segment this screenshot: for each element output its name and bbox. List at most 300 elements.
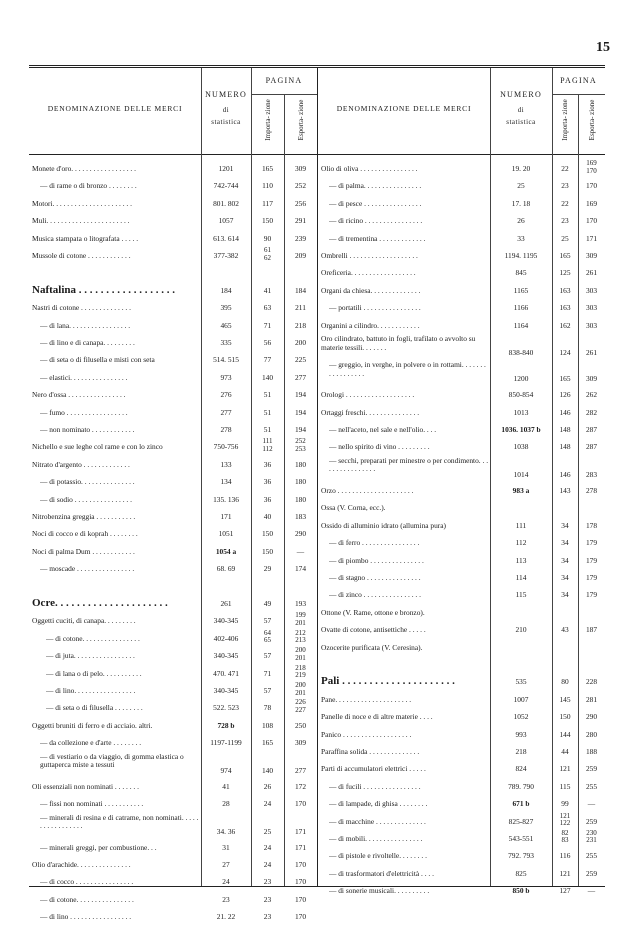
stat-value: 789. 790 [508, 781, 534, 791]
merce-name: Ossa (V. Corna, ecc.). [321, 503, 386, 513]
stat-value: 27 [222, 860, 230, 869]
importazione-page: 150 [261, 546, 274, 556]
right-column [318, 68, 605, 896]
stat-value: 993 [515, 729, 527, 739]
merce-name: — di lino e di canapa. . . . . . . . . [40, 338, 135, 347]
importazione-page: 23 [561, 181, 569, 191]
importazione-page: 22 [561, 164, 569, 173]
stat-value: 114 [515, 572, 527, 582]
merce-name: — di sonerie musicali. . . . . . . . . . [329, 886, 430, 896]
header-di-right: di [517, 106, 525, 114]
merce-name: Olio d'arachide. . . . . . . . . . . . . . . [32, 860, 131, 869]
importazione-page: 165 [559, 374, 571, 384]
merce-name: Orzo . . . . . . . . . . . . . . . . . . . . . [321, 485, 414, 495]
left-column [29, 68, 317, 922]
importazione-page: 140 [261, 765, 274, 775]
stat-value: 1036. 1037 b [501, 425, 541, 434]
importazione-page: 150 [559, 712, 571, 722]
header-statistica-right: statistica [506, 118, 536, 126]
importazione-page: 40 [263, 512, 272, 521]
stat-value: 26 [517, 216, 525, 226]
stat-value: 465 [220, 320, 232, 330]
table-row [318, 456, 605, 482]
merce-name: — greggio, in verghe, in polvere o in rottami. . . . . . . . . . . . . . . . . [329, 361, 486, 378]
merce-name: — di macchine . . . . . . . . . . . . . . [329, 816, 426, 826]
table-row [318, 639, 605, 656]
table-row [29, 177, 317, 194]
table-row [318, 656, 605, 673]
importazione-page: 116 [559, 851, 571, 861]
esportazione-page: 170 [294, 799, 307, 809]
stat-value: 825-827 [508, 816, 534, 826]
importazione-page: 51 [263, 425, 272, 434]
stat-value: 171 [220, 512, 232, 521]
stat-value: 983 a [512, 485, 530, 495]
table-row [318, 778, 605, 795]
esportazione-page: 277 [294, 765, 307, 775]
importazione-page: 36 [263, 459, 272, 469]
stat-value: 184 [220, 285, 232, 295]
stat-value: 135. 136 [213, 494, 239, 504]
merce-name: Motori. . . . . . . . . . . . . . . . . . . . . . [32, 198, 132, 208]
merce-name: Ovatte di cotone, antisettiche . . . . . [321, 625, 426, 635]
merce-name: Ombrelli . . . . . . . . . . . . . . . . . . . [321, 251, 418, 260]
esportazione-page: 169 [585, 198, 598, 208]
table-row [318, 534, 605, 551]
table-row [29, 839, 317, 856]
importazione-page: 43 [561, 625, 569, 635]
importazione-page: 22 [561, 198, 569, 208]
merce-name: Pane. . . . . . . . . . . . . . . . . . . . . [321, 694, 412, 704]
stat-value: 974 [220, 765, 232, 775]
merce-name: — di sodio . . . . . . . . . . . . . . . . [40, 494, 132, 504]
merce-name: Olio di oliva . . . . . . . . . . . . . . . . [321, 164, 418, 173]
stat-value: 470. 471 [213, 668, 239, 678]
stat-value: 850-854 [508, 390, 534, 400]
header-pagina-right: PAGINA [560, 76, 597, 85]
esportazione-page: 261 [585, 268, 598, 278]
stat-value: 535 [515, 677, 527, 687]
stat-value: 340-345 [213, 616, 239, 626]
stat-value: 335 [220, 338, 232, 347]
esportazione-page: 239 [294, 233, 307, 243]
stat-value: 25 [517, 181, 525, 191]
table-row [29, 665, 317, 682]
esportazione-page: 218 219 [295, 663, 306, 680]
esportazione-page: 252 [294, 181, 307, 191]
esportazione-page: 255 [585, 851, 598, 861]
merce-name: — di potassio. . . . . . . . . . . . . . . [40, 477, 135, 487]
stat-value: 801. 802 [213, 198, 239, 208]
merce-name: — di cotone. . . . . . . . . . . . . . . . [40, 894, 134, 904]
merce-name: — di rame o di bronzo . . . . . . . . [40, 181, 137, 191]
table-row [318, 847, 605, 864]
table-row [29, 630, 317, 647]
esportazione-page: 259 [585, 868, 598, 878]
esportazione-page: 309 [585, 374, 598, 384]
stat-value: 825 [515, 868, 527, 878]
merce-name: Noci di palma Dum . . . . . . . . . . . . [32, 546, 135, 556]
importazione-page: 34 [561, 538, 569, 548]
importazione-page: 148 [559, 442, 571, 452]
merce-name: Orologi . . . . . . . . . . . . . . . . . . . [321, 390, 415, 400]
esportazione-page: 178 [585, 520, 598, 530]
merce-name: Nitrato d'argento . . . . . . . . . . . . . [32, 459, 130, 469]
table-row [29, 264, 317, 281]
importazione-page: 61 62 [264, 246, 271, 262]
table-row [318, 691, 605, 708]
stat-value: 113 [515, 555, 527, 565]
page-number: 15 [596, 40, 610, 55]
stat-value: 210 [515, 625, 527, 635]
importazione-page: 115 [559, 781, 571, 791]
merce-name: — di piombo . . . . . . . . . . . . . . . [329, 555, 424, 565]
table-row [318, 795, 605, 812]
table-row [29, 299, 317, 316]
merce-name: — di lana o di pelo. . . . . . . . . . . [46, 668, 142, 678]
header-di: di [222, 106, 230, 114]
stat-value: 33 [517, 233, 525, 243]
esportazione-page: 170 [294, 912, 307, 922]
table-row [29, 813, 317, 839]
merce-name: — di palma. . . . . . . . . . . . . . . . [329, 181, 422, 191]
importazione-page: 162 [559, 320, 571, 330]
table-row [318, 726, 605, 743]
table-row [29, 282, 317, 299]
index-table [29, 65, 605, 922]
stat-value: 522. 523 [213, 703, 239, 713]
importazione-page: 63 [263, 303, 272, 313]
importazione-page: 82 83 [561, 828, 569, 845]
esportazione-page: 187 [585, 625, 598, 635]
header-importazione-right: Importa- zione [561, 99, 569, 141]
importazione-page: 144 [559, 729, 571, 739]
table-row [318, 743, 605, 760]
importazione-page: 34 [561, 572, 569, 582]
importazione-page: 77 [263, 355, 272, 365]
table-row [318, 438, 605, 455]
merce-name: — fissi non nominati . . . . . . . . . . . [40, 799, 144, 809]
merce-name: — moscade . . . . . . . . . . . . . . . . [40, 564, 135, 574]
merce-name: — minerali di resina e di catrame, non nominati. . . . . . . . . . . . . . . . . [40, 813, 199, 830]
table-row [29, 456, 317, 473]
esportazione-page: 291 [294, 216, 307, 226]
table-row [318, 360, 605, 386]
stat-value: 17. 18 [511, 198, 531, 208]
importazione-page: 71 [263, 320, 272, 330]
importazione-page: 163 [559, 303, 571, 313]
esportazione-page: 283 [585, 469, 598, 479]
importazione-page: 36 [263, 477, 272, 487]
table-row [318, 177, 605, 194]
stat-value: 31 [222, 842, 230, 852]
esportazione-page: 200 [294, 338, 307, 347]
esportazione-page: 180 [294, 477, 307, 487]
merce-name: Oli essenziali non nominati . . . . . . . [32, 781, 139, 791]
stat-value: 340-345 [213, 686, 239, 695]
merce-name: Pali . . . . . . . . . . . . . . . . . . . . . [321, 675, 455, 688]
esportazione-page: 170 [294, 860, 307, 869]
table-row [318, 882, 605, 899]
merce-name: — di juta. . . . . . . . . . . . . . . . . [46, 651, 135, 661]
merce-name: — di trementina . . . . . . . . . . . . . [329, 233, 426, 243]
stat-value: 395 [220, 303, 232, 313]
esportazione-page: 171 [585, 233, 598, 243]
table-row [318, 552, 605, 569]
stat-value: 34. 36 [216, 826, 236, 836]
merce-name: — di ricino . . . . . . . . . . . . . . . . [329, 216, 423, 226]
importazione-page: 51 [263, 390, 272, 400]
stat-value: 68. 69 [216, 564, 236, 574]
esportazione-page: 309 [294, 738, 307, 748]
esportazione-page: 194 [294, 407, 307, 417]
merce-name: Organini a cilindro. . . . . . . . . . . . [321, 320, 420, 330]
stat-value: 1051 [218, 529, 234, 539]
merce-name: Muli. . . . . . . . . . . . . . . . . . . . . . . [32, 216, 130, 226]
esportazione-page: 256 [294, 198, 307, 208]
merce-name: Panico . . . . . . . . . . . . . . . . . . . [321, 729, 412, 739]
stat-value: 792. 793 [508, 851, 534, 861]
importazione-page: 26 [263, 781, 272, 791]
esportazione-page: 172 [294, 781, 307, 791]
importazione-page: 34 [561, 555, 569, 565]
esportazione-page: 170 [585, 181, 598, 191]
table-row [318, 586, 605, 603]
stat-value: 340-345 [213, 651, 239, 661]
merce-name: Oggetti bruniti di ferro e di acciaio. altri. [32, 720, 153, 730]
importazione-page: 23 [263, 912, 272, 922]
stat-value: 671 b [512, 799, 530, 809]
esportazione-page: 303 [585, 285, 598, 295]
stat-value: 24 [222, 877, 230, 887]
table-row [318, 760, 605, 777]
table-row [29, 795, 317, 812]
merce-name: — di seta o di filusella . . . . . . . . [46, 703, 143, 713]
importazione-page: 57 [263, 686, 272, 695]
table-row [29, 317, 317, 334]
table-row [29, 438, 317, 455]
merce-name: Organi da chiesa. . . . . . . . . . . . . . [321, 285, 421, 295]
merce-name: Nero d'ossa . . . . . . . . . . . . . . . . [32, 390, 126, 400]
stat-value: 613. 614 [213, 233, 239, 243]
stat-value: 850 b [512, 886, 530, 896]
merce-name: — di lino. . . . . . . . . . . . . . . . . [46, 686, 136, 695]
table-row [29, 491, 317, 508]
esportazione-page: 277 [294, 372, 307, 382]
table-row [318, 865, 605, 882]
stat-value: 728 b [217, 720, 235, 730]
merce-name: Oreficeria. . . . . . . . . . . . . . . . . . [321, 268, 416, 278]
stat-value: 277 [220, 407, 232, 417]
table-row [318, 282, 605, 299]
table-row [29, 873, 317, 890]
merce-name: — di seta o di filusella e misti con seta [40, 355, 155, 365]
esportazione-page: 226 227 [295, 698, 306, 714]
header-esportazione: Esporta- zione [297, 99, 305, 141]
table-row [318, 830, 605, 847]
importazione-page: 165 [261, 164, 274, 173]
esportazione-page: 209 [294, 251, 307, 260]
header-pagina: PAGINA [265, 76, 303, 85]
merce-name: — di lampade, di ghisa . . . . . . . . [329, 799, 428, 809]
stat-value: 1165 [513, 285, 529, 295]
importazione-page: 34 [561, 520, 569, 530]
table-row [29, 560, 317, 577]
stat-value: 28 [222, 799, 230, 809]
stat-value: 838-840 [508, 348, 534, 358]
stat-value: 543-551 [508, 833, 534, 843]
importazione-page: 25 [561, 233, 569, 243]
importazione-page: 24 [263, 799, 272, 809]
importazione-page: 140 [261, 372, 274, 382]
importazione-page: 23 [263, 877, 272, 887]
esportazione-page: 281 [585, 694, 598, 704]
table-row [318, 230, 605, 247]
esportazione-page: 169 170 [586, 159, 597, 175]
merce-name: Ortaggi freschi. . . . . . . . . . . . . . . [321, 407, 420, 417]
esportazione-page: 228 [585, 677, 598, 687]
table-row [318, 813, 605, 830]
table-row [318, 517, 605, 534]
importazione-page: 29 [263, 564, 272, 574]
table-row [29, 647, 317, 664]
importazione-page: 23 [263, 894, 272, 904]
merce-name: Ottone (V. Rame, ottone e bronzo). [321, 607, 425, 617]
merce-name: Ossido di alluminio idrato (allumina pura) [321, 520, 447, 530]
table-row [318, 482, 605, 499]
table-row [29, 404, 317, 421]
esportazione-page: — [587, 799, 596, 809]
esportazione-page: 184 [294, 285, 307, 295]
stat-value: 218 [515, 746, 527, 756]
merce-name: — di pistole e rivoltelle. . . . . . . . [329, 851, 427, 861]
importazione-page: 36 [263, 494, 272, 504]
importazione-page: 71 [263, 668, 272, 678]
table-row [29, 421, 317, 438]
table-row [29, 386, 317, 403]
merce-name: Nastri di cotone . . . . . . . . . . . . . . [32, 303, 131, 313]
importazione-page: 150 [261, 216, 274, 226]
table-row [29, 195, 317, 212]
esportazione-page: 188 [585, 746, 598, 756]
esportazione-page: 179 [585, 538, 598, 548]
esportazione-page: 193 [294, 599, 307, 608]
header-importazione: Importa- zione [264, 99, 272, 141]
merce-name: — da collezione e d'arte . . . . . . . . [40, 738, 142, 748]
esportazione-page: 212 213 [295, 628, 306, 645]
esportazione-page: 170 [294, 877, 307, 887]
esportazione-page: 278 [585, 485, 598, 495]
header-numero: NUMERO [205, 90, 247, 99]
esportazione-page: 183 [294, 512, 307, 521]
esportazione-page: 303 [585, 320, 598, 330]
esportazione-page: 200 201 [295, 681, 306, 697]
importazione-page: 80 [561, 677, 569, 687]
esportazione-page: 171 [294, 826, 307, 836]
merce-name: — di cocco . . . . . . . . . . . . . . . . [40, 877, 134, 887]
merce-name: — minerali greggi, per combustione. . . [40, 842, 157, 852]
stat-value: 112 [515, 538, 527, 548]
esportazione-page: 199 201 [295, 611, 306, 627]
merce-name: Oro cilindrato, battuto in fogli, trafilato o avvolto su materie tessili. . . . . . . [321, 335, 476, 352]
stat-value: 261 [220, 599, 232, 608]
stat-value: 1201 [218, 164, 234, 173]
table-row [29, 595, 317, 612]
esportazione-page: 303 [585, 303, 598, 313]
stat-value: 973 [220, 372, 232, 382]
stat-value: 1014 [513, 469, 529, 479]
esportazione-page: 218 [294, 320, 307, 330]
table-row [29, 578, 317, 595]
table-row [29, 525, 317, 542]
merce-name: Noci di cocco e di koprah . . . . . . . . [32, 529, 138, 539]
stat-value: 133 [220, 459, 232, 469]
header-numero-right: NUMERO [500, 90, 542, 99]
header-denom: DENOMINAZIONE DELLE MERCI [47, 104, 183, 113]
merce-name: — di pesce . . . . . . . . . . . . . . . . [329, 198, 422, 208]
esportazione-page: 194 [294, 425, 307, 434]
importazione-page: 24 [263, 860, 272, 869]
merce-name: — di lino . . . . . . . . . . . . . . . . . [40, 912, 132, 922]
stat-value: 845 [515, 268, 527, 278]
merce-name: Paraffina solida . . . . . . . . . . . . . . [321, 746, 420, 756]
esportazione-page: 179 [585, 555, 598, 565]
importazione-page: 24 [263, 842, 272, 852]
stat-value: 111 [515, 520, 527, 530]
merce-name: Mussole di cotone . . . . . . . . . . . . [32, 251, 131, 260]
importazione-page: 124 [559, 348, 571, 358]
table-row [318, 317, 605, 334]
table-row [318, 160, 605, 177]
merce-name: Ocre. . . . . . . . . . . . . . . . . . . . . [32, 597, 168, 609]
table-row [318, 212, 605, 229]
stat-value: 134 [220, 477, 232, 487]
esportazione-page: 171 [294, 842, 307, 852]
esportazione-page: 250 [294, 720, 307, 730]
merce-name: — di zinco . . . . . . . . . . . . . . . . [329, 590, 421, 600]
stat-value: 1057 [218, 216, 234, 226]
table-row [29, 856, 317, 873]
stat-value: 115 [515, 590, 527, 600]
esportazione-page: 194 [294, 390, 307, 400]
stat-value: 1200 [513, 374, 529, 384]
esportazione-page: 225 [294, 355, 307, 365]
stat-value: 1164 [513, 320, 529, 330]
merce-name: Parti di accumulatori elettrici . . . . . [321, 764, 426, 774]
table-row [29, 891, 317, 908]
table-row [318, 195, 605, 212]
merce-name: — secchi, preparati per minestre o per condimento. . . . . . . . . . . . . . . . [329, 456, 489, 474]
stat-value: 1054 a [215, 546, 237, 556]
merce-name: — di fucili . . . . . . . . . . . . . . . . [329, 781, 421, 791]
merce-name: — di stagno . . . . . . . . . . . . . . . [329, 572, 421, 582]
merce-name: Panelle di noce e di altre materie . . . . [321, 712, 433, 722]
table-row [29, 212, 317, 229]
importazione-page: 165 [261, 738, 274, 748]
esportazione-page: 261 [585, 348, 598, 358]
table-row [29, 612, 317, 629]
table-row [318, 604, 605, 621]
esportazione-page: 200 201 [295, 646, 306, 662]
esportazione-page: 255 [585, 781, 598, 791]
esportazione-page: 287 [585, 442, 598, 452]
importazione-page: 148 [559, 425, 571, 434]
merce-name: — nell'aceto, nel sale e nell'olio. . . . [329, 425, 437, 434]
table-row [318, 499, 605, 516]
merce-name: — elastici. . . . . . . . . . . . . . . . [40, 372, 128, 382]
importazione-page: 125 [559, 268, 571, 278]
table-row [318, 621, 605, 638]
